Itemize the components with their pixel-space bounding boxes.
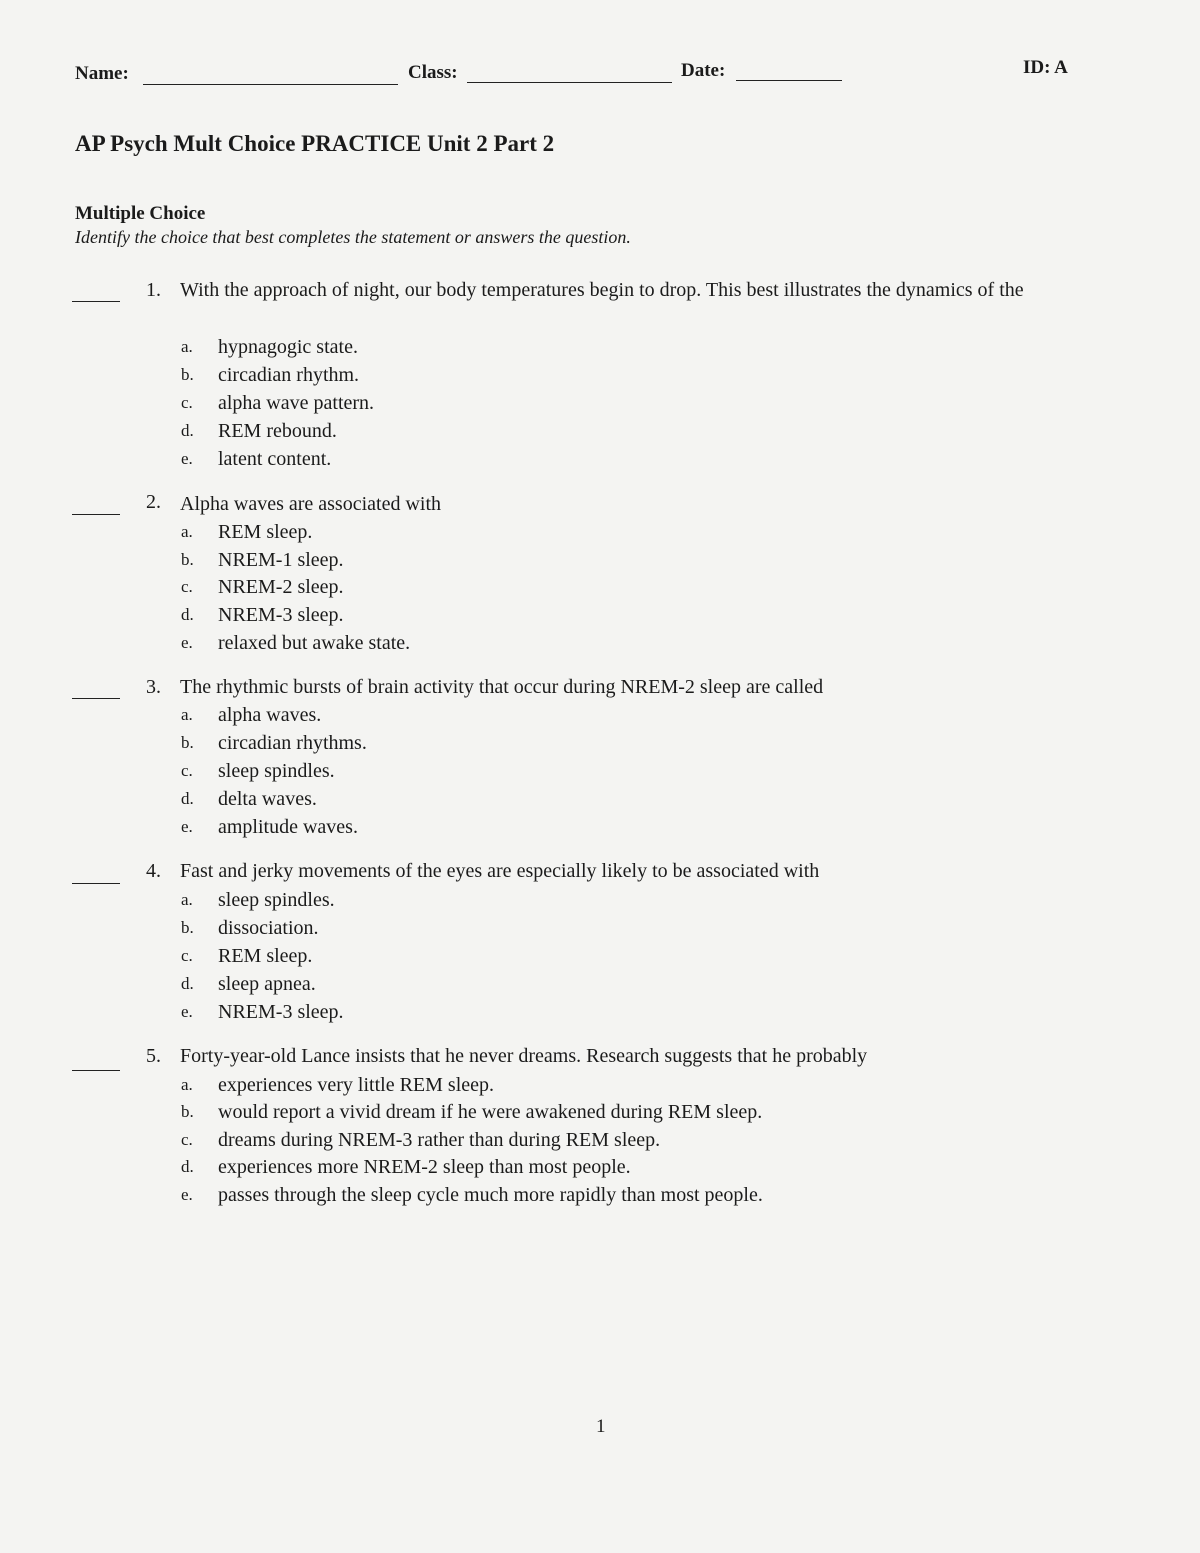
answer-blank[interactable] xyxy=(72,883,120,884)
choice-text: REM rebound. xyxy=(218,420,337,442)
answer-blank[interactable] xyxy=(72,301,120,302)
choice-text: delta waves. xyxy=(218,788,317,810)
choice-text: NREM-2 sleep. xyxy=(218,576,344,598)
question-number: 4. xyxy=(146,860,161,882)
question-number: 5. xyxy=(146,1045,161,1067)
question-number: 3. xyxy=(146,676,161,698)
question-number: 1. xyxy=(146,279,161,301)
choice-letter: a. xyxy=(181,705,193,724)
choice-text: experiences more NREM-2 sleep than most people. xyxy=(218,1156,631,1178)
choice-text: circadian rhythms. xyxy=(218,732,367,754)
choice-letter: c. xyxy=(181,761,193,780)
choice-text: NREM-3 sleep. xyxy=(218,604,344,626)
choice-text: dreams during NREM-3 rather than during REM sleep. xyxy=(218,1129,661,1151)
choice-text: amplitude waves. xyxy=(218,816,358,838)
choice-text: circadian rhythm. xyxy=(218,364,360,386)
name-label: Name: xyxy=(75,63,129,84)
page-title: AP Psych Mult Choice PRACTICE Unit 2 Part 2 xyxy=(75,131,555,156)
choice-letter: a. xyxy=(181,337,193,356)
choice-text: NREM-1 sleep. xyxy=(218,549,344,571)
question-text: With the approach of night, our body temperatures begin to drop. This best illustrates the dynamics of the xyxy=(180,279,1024,301)
choice-letter: b. xyxy=(181,918,194,937)
question-text: Alpha waves are associated with xyxy=(180,493,442,515)
choice-text: relaxed but awake state. xyxy=(218,632,411,654)
class-label: Class: xyxy=(408,62,458,83)
choice-letter: c. xyxy=(181,577,193,596)
choice-text: REM sleep. xyxy=(218,521,313,543)
answer-blank[interactable] xyxy=(72,698,120,699)
class-field[interactable] xyxy=(467,82,672,83)
choice-text: alpha waves. xyxy=(218,704,322,726)
choice-text: hypnagogic state. xyxy=(218,336,358,358)
question-text: Forty-year-old Lance insists that he never dreams. Research suggests that he probably xyxy=(180,1045,868,1067)
choice-letter: c. xyxy=(181,1130,193,1149)
answer-blank[interactable] xyxy=(72,514,120,515)
choice-letter: d. xyxy=(181,1157,194,1176)
question-text: The rhythmic bursts of brain activity that occur during NREM-2 sleep are called xyxy=(180,676,824,698)
choice-letter: a. xyxy=(181,890,193,909)
choice-text: sleep spindles. xyxy=(218,889,335,911)
choice-letter: e. xyxy=(181,1185,193,1204)
choice-text: passes through the sleep cycle much more rapidly than most people. xyxy=(218,1184,763,1206)
choice-text: sleep spindles. xyxy=(218,760,335,782)
choice-text: dissociation. xyxy=(218,917,319,939)
choice-letter: c. xyxy=(181,946,193,965)
choice-text: experiences very little REM sleep. xyxy=(218,1074,495,1096)
answer-blank[interactable] xyxy=(72,1070,120,1071)
choice-text: latent content. xyxy=(218,448,332,470)
choice-text: alpha wave pattern. xyxy=(218,392,375,414)
date-field[interactable] xyxy=(736,80,842,81)
choice-letter: c. xyxy=(181,393,193,412)
choice-letter: a. xyxy=(181,522,193,541)
section-instructions: Identify the choice that best completes the statement or answers the question. xyxy=(75,227,631,247)
choice-letter: d. xyxy=(181,789,194,808)
choice-text: NREM-3 sleep. xyxy=(218,1001,344,1023)
choice-letter: b. xyxy=(181,365,194,384)
choice-letter: e. xyxy=(181,449,193,468)
choice-letter: d. xyxy=(181,974,194,993)
choice-letter: e. xyxy=(181,633,193,652)
question-text: Fast and jerky movements of the eyes are especially likely to be associated with xyxy=(180,860,820,882)
choice-letter: b. xyxy=(181,550,194,569)
id-label: ID: A xyxy=(1023,57,1068,78)
choice-letter: d. xyxy=(181,605,194,624)
choice-letter: d. xyxy=(181,421,194,440)
name-field[interactable] xyxy=(143,84,398,85)
question-number: 2. xyxy=(146,491,161,513)
choice-text: REM sleep. xyxy=(218,945,313,967)
choice-text: sleep apnea. xyxy=(218,973,316,995)
choice-letter: b. xyxy=(181,733,194,752)
section-heading: Multiple Choice xyxy=(75,203,206,224)
choice-text: would report a vivid dream if he were awakened during REM sleep. xyxy=(218,1101,763,1123)
choice-letter: e. xyxy=(181,1002,193,1021)
date-label: Date: xyxy=(681,60,726,81)
choice-letter: a. xyxy=(181,1075,193,1094)
choice-letter: e. xyxy=(181,817,193,836)
page-number: 1 xyxy=(596,1416,606,1437)
choice-letter: b. xyxy=(181,1102,194,1121)
